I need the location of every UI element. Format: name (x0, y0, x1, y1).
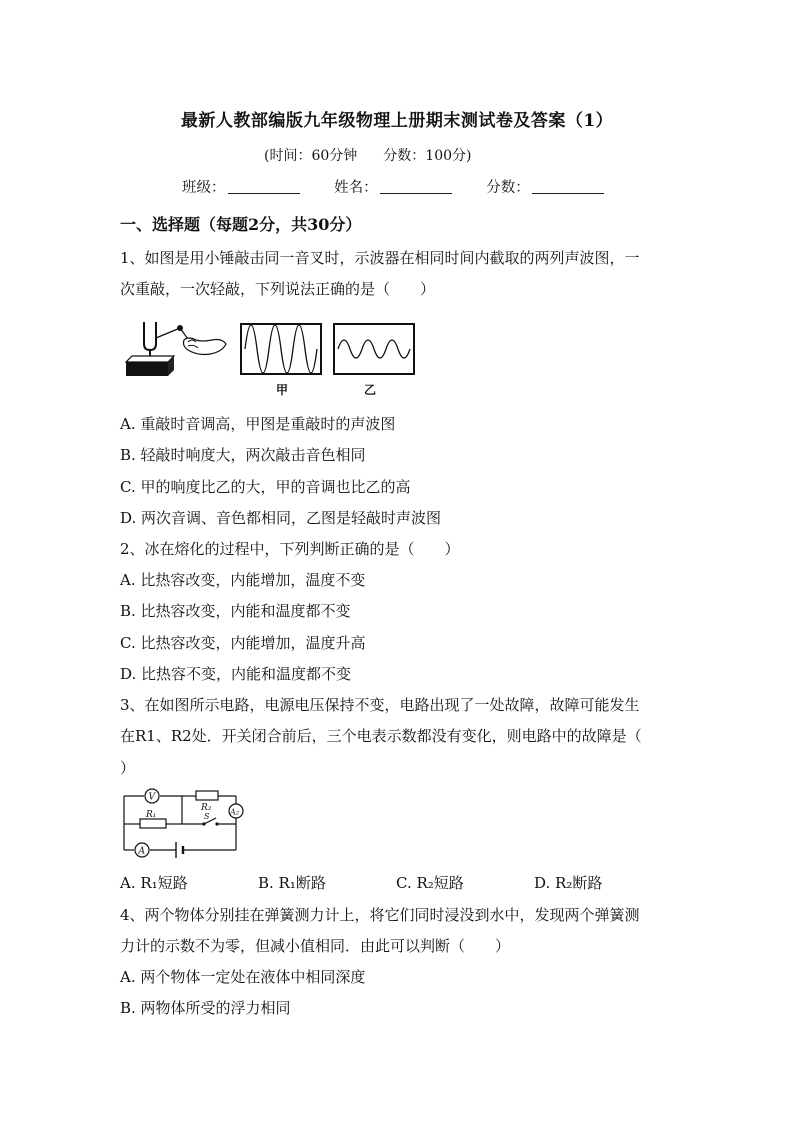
q2-option-c[interactable]: C. 比热容改变，内能增加，温度升高 (120, 634, 366, 652)
class-blank[interactable] (228, 179, 300, 194)
q3-option-c[interactable]: C. R₂短路 (396, 874, 464, 892)
section-heading: 一、选择题（每题2分，共30分） (120, 215, 362, 234)
ammeter-a2-label: A₂ (230, 807, 239, 817)
q1-option-d[interactable]: D. 两次音调、音色都相同，乙图是轻敲时声波图 (120, 509, 442, 527)
class-label: 班级： (182, 180, 226, 196)
waveform-panel-b (333, 323, 415, 375)
q1-option-a[interactable]: A. 重敲时音调高，甲图是重敲时的声波图 (120, 415, 396, 433)
q4-stem-line1: 4、两个物体分别挂在弹簧测力计上，将它们同时浸没到水中，发现两个弹簧测 (120, 906, 640, 924)
q3-option-b[interactable]: B. R₁断路 (258, 874, 326, 892)
r2-label: R₂ (201, 803, 212, 813)
q1-option-b[interactable]: B. 轻敲时响度大，两次敲击音色相同 (120, 446, 366, 464)
q3-stem-line1: 3、在如图所示电路，电源电压保持不变，电路出现了一处故障，故障可能发生 (120, 696, 640, 714)
r1-label: R₁ (146, 810, 157, 820)
circuit-diagram (120, 786, 246, 862)
q1-option-c[interactable]: C. 甲的响度比乙的大，甲的音调也比乙的高 (120, 478, 411, 496)
student-info-fields (182, 176, 634, 197)
waveform-panel-a (240, 323, 322, 375)
exam-info (264, 145, 497, 165)
q4-option-a[interactable]: A. 两个物体一定处在液体中相同深度 (120, 968, 366, 986)
q2-option-b[interactable]: B. 比热容改变，内能和温度都不变 (120, 602, 351, 620)
q3-option-a[interactable]: A. R₁短路 (120, 874, 188, 892)
score-field (486, 176, 604, 197)
name-field (334, 176, 452, 197)
q2-option-d[interactable]: D. 比热容不变，内能和温度都不变 (120, 665, 352, 683)
q3-option-d[interactable]: D. R₂断路 (534, 874, 603, 892)
voltmeter-label: V (148, 792, 155, 803)
q4-option-b[interactable]: B. 两物体所受的浮力相同 (120, 999, 291, 1017)
switch-label: S (204, 812, 210, 821)
waveform-label-a: 甲 (276, 383, 289, 397)
q2-option-a[interactable]: A. 比热容改变，内能增加，温度不变 (120, 571, 366, 589)
q2-stem: 2、冰在熔化的过程中，下列判断正确的是（ ） (120, 540, 460, 558)
name-label: 姓名： (334, 180, 378, 196)
q1-stem-line2: 次重敲，一次轻敲，下列说法正确的是（ ） (120, 280, 436, 298)
exam-title: 最新人教部编版九年级物理上册期末测试卷及答案（1） (180, 111, 614, 131)
name-blank[interactable] (380, 179, 452, 194)
tuning-fork-figure (122, 318, 228, 382)
q3-stem-line2: 在R1、R2处．开关闭合前后，三个电表示数都没有变化，则电路中的故障是（ (120, 727, 642, 745)
class-field (182, 176, 300, 197)
q4-stem-line2: 力计的示数不为零，但减小值相同．由此可以判断（ ） (120, 937, 511, 955)
exam-total-score: 分数：100分) (383, 148, 472, 164)
ammeter-a-label: A (138, 846, 145, 857)
score-label: 分数： (486, 180, 530, 196)
q3-stem-line3: ） (120, 759, 136, 777)
q1-stem-line1: 1、如图是用小锤敲击同一音叉时，示波器在相同时间内截取的两列声波图，一 (120, 249, 640, 267)
exam-time: (时间：60分钟 (264, 148, 358, 164)
waveform-label-b: 乙 (364, 383, 377, 397)
score-blank[interactable] (532, 179, 604, 194)
